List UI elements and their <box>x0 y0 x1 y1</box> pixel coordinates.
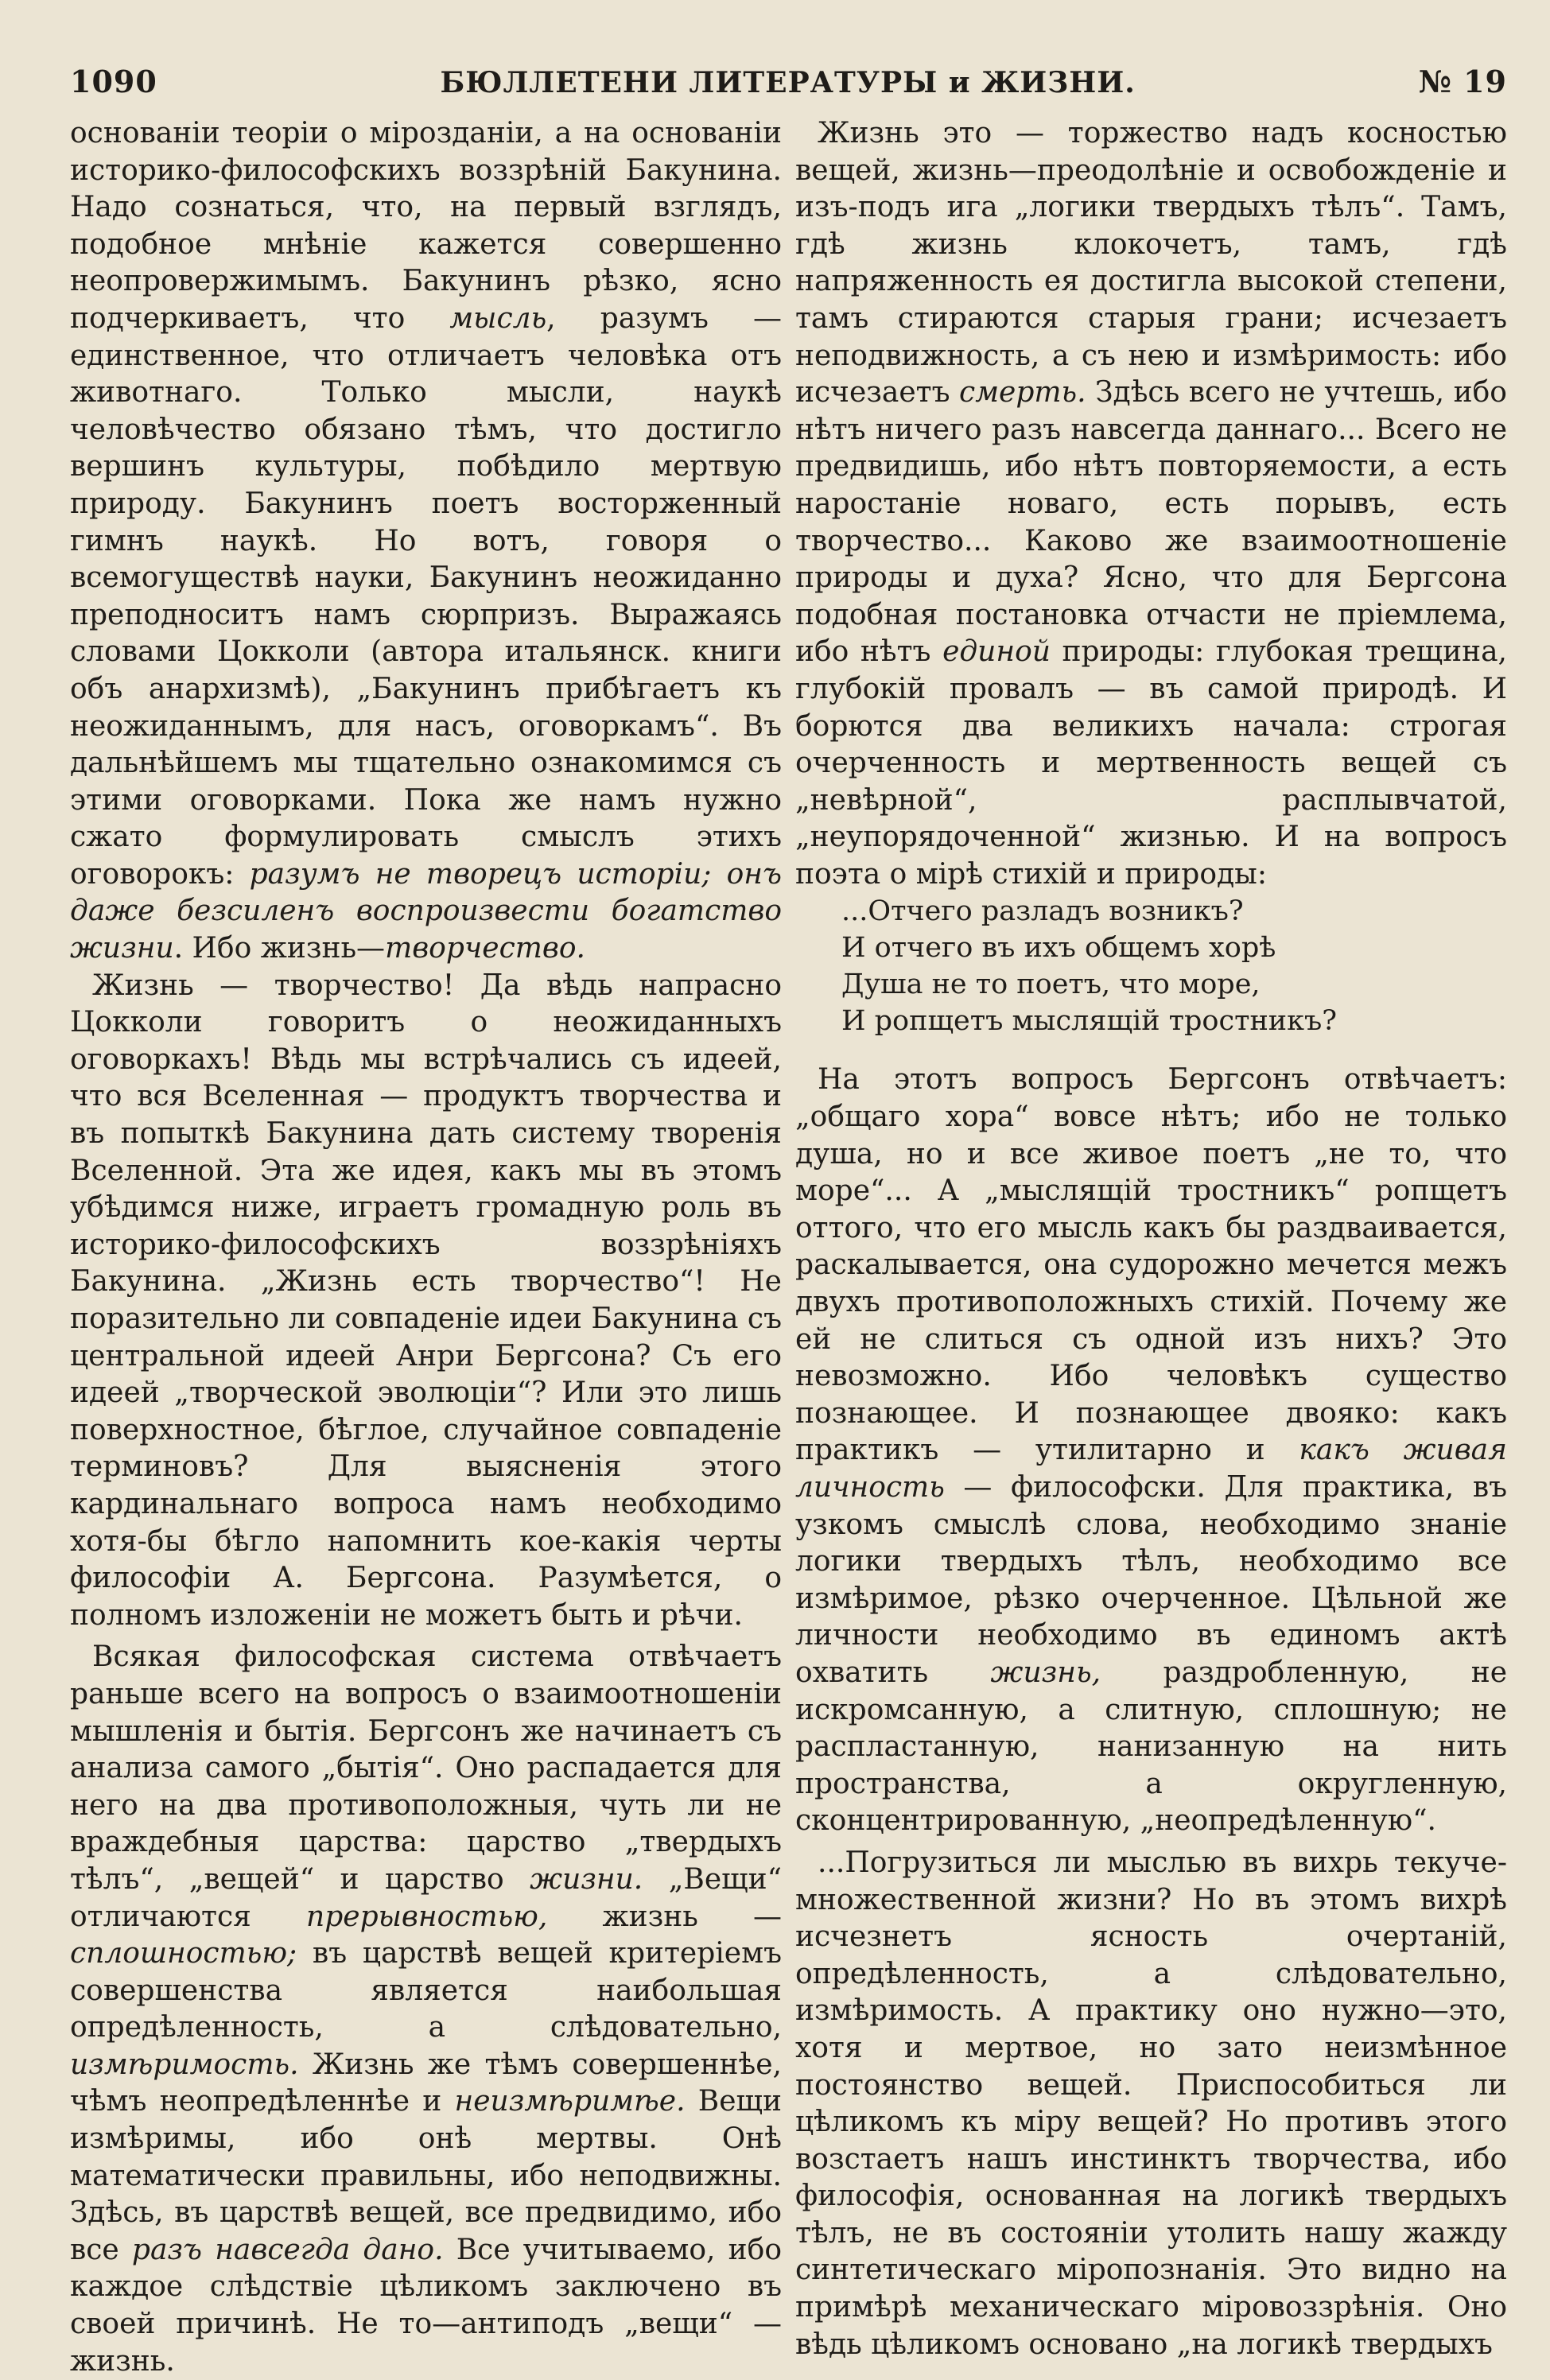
left-column <box>70 115 782 2380</box>
text-columns <box>70 115 1507 2380</box>
poem-line: ...Отчего разладъ возникъ? <box>841 895 1244 928</box>
running-header <box>70 64 1507 104</box>
poem-line: И ропщетъ мыслящій тростникъ? <box>841 1005 1338 1038</box>
left-paragraph-2: Жизнь — творчество! Да вѣдь напрасно Цокколи говоритъ о неожиданныхъ оговоркахъ! Вѣдь мы встрѣчались съ идеей, что вся Вселенная — продуктъ творчества и въ попыткѣ Бакунина дать систему творенія Вселенной. Эта же идея, какъ мы въ этомъ убѣдимся ниже, играетъ громадную роль въ историко-философскихъ воззрѣніяхъ Бакунина. „Жизнь есть творчество“! Не поразительно ли совпаденіе идеи Бакунина съ центральной идеей Анри Бергсона? Съ его идеей „творческой эволюціи“? Или это лишь поверхностное, бѣглое, случайное совпаденіе терминовъ? Для выясненія этого кардинальнаго вопроса намъ необходимо хотя-бы бѣгло напомнить кое-какія черты философіи А. Бергсона. Разумѣется, о полномъ изложеніи не можетъ быть и рѣчи. <box>70 969 782 1632</box>
right-paragraph-1: Жизнь это — торжество надъ косностью вещей, жизнь—преодолѣніе и освобожденіе и изъ-подъ ига „логики твердыхъ тѣлъ“. Тамъ, гдѣ жизнь клокочетъ, тамъ, гдѣ напряженность ея достигла высокой степени, тамъ стираются старыя грани; исчезаетъ неподвижность, а съ нею и измѣримость: ибо исчезаетъ смерть. Здѣсь всего не учтешь, ибо нѣтъ ничего разъ навсегда даннаго... Всего не предвидишь, ибо нѣтъ повторяемости, а есть наростаніе новаго, есть порывъ, есть творчество... Каково же взаимоотношеніе природы и духа? Ясно, что для Бергсона подобная постановка отчасти не пріемлема, ибо нѣтъ единой природы: глубокая трещина, глубокій провалъ — въ самой природѣ. И борются два великихъ начала: строгая очерченность и мертвенность вещей съ „невѣрной“, расплывчатой, „неупорядоченной“ жизнью. И на вопросъ поэта о мірѣ стихій и природы: <box>795 117 1507 891</box>
poem-line: Душа не то поетъ, что море, <box>841 969 1261 1001</box>
right-paragraph-3: ...Погрузиться ли мыслью въ вихрь текуче-множественной жизни? Но въ этомъ вихрѣ исчезнетъ ясность очертаній, опредѣленность, а слѣдовательно, измѣримость. А практику оно нужно—это, хотя и мертвое, но зато неизмѣнное постоянство вещей. Приспособиться ли цѣликомъ къ міру вещей? Но противъ этого возстаетъ нашъ инстинктъ творчества, ибо философія, основанная на логикѣ твердыхъ тѣлъ, не въ состояніи утолить нашу жажду синтетическаго міропознанія. Это видно на примѣрѣ механическаго міровоззрѣнія. Оно вѣдь цѣликомъ основано „на логикѣ твердыхъ <box>795 1846 1507 2361</box>
right-paragraph-2: На этотъ вопросъ Бергсонъ отвѣчаетъ: „общаго хора“ вовсе нѣтъ; ибо не только душа, но и все живое поетъ „не то, что море“... А „мыслящій тростникъ“ ропщетъ оттого, что его мысль какъ бы раздваивается, раскалывается, она судорожно мечется межъ двухъ противоположныхъ стихій. Почему же ей не слиться съ одной изъ нихъ? Это невозможно. Ибо человѣкъ существо познающее. И познающее двояко: какъ практикъ — утилитарно и какъ живая личность — философски. Для практика, въ узкомъ смыслѣ слова, необходимо знаніе логики твердыхъ тѣлъ, необходимо все измѣримое, рѣзко очерченное. Цѣльной же личности необходимо въ единомъ актѣ охватить жизнь, раздробленную, не искромсанную, а слитную, сплошную; не распластанную, нанизанную на нить пространства, а округленную, сконцентрированную, „неопредѣленную“. <box>795 1063 1507 1838</box>
issue-number: № 19 <box>1418 64 1507 99</box>
left-paragraph-1: основаніи теоріи о мірозданіи, а на основаніи историко-философскихъ воззрѣній Бакунина. Надо сознаться, что, на первый взглядъ, подобное мнѣніе кажется совершенно неопровержимымъ. Бакунинъ рѣзко, ясно подчеркиваетъ, что мысль, разумъ — единственное, что отличаетъ человѣка отъ животнаго. Только мысли, наукѣ человѣчество обязано тѣмъ, что достигло вершинъ культуры, побѣдило мертвую природу. Бакунинъ поетъ восторженный гимнъ наукѣ. Но вотъ, говоря о всемогуществѣ науки, Бакунинъ неожиданно преподноситъ намъ сюрпризъ. Выражаясь словами Цокколи (автора итальянск. книги объ анархизмѣ), „Бакунинъ прибѣгаетъ къ неожиданнымъ, для насъ, оговоркамъ“. Въ дальнѣйшемъ мы тщательно ознакомимся съ этими оговорками. Пока же намъ нужно сжато формулировать смыслъ этихъ оговорокъ: разумъ не творецъ исторіи; онъ даже безсиленъ воспроизвести богатство жизни. Ибо жизнь—творчество. <box>70 117 782 965</box>
right-column <box>795 115 1507 2380</box>
journal-title: БЮЛЛЕТЕНИ ЛИТЕРАТУРЫ и ЖИЗНИ. <box>440 66 1136 99</box>
poem-quote <box>841 893 1507 1039</box>
page-number: 1090 <box>70 64 157 99</box>
left-paragraph-3: Всякая философская система отвѣчаетъ раньше всего на вопросъ о взаимоотношеніи мышленія и бытія. Бергсонъ же начинаетъ съ анализа самого „бытія“. Оно распадается для него на два противоположныя, чуть ли не враждебныя царства: царство „твердыхъ тѣлъ“, „вещей“ и царство жизни. „Вещи“ отличаются прерывностью, жизнь — сплошностью; въ царствѣ вещей критеріемъ совершенства является наибольшая опредѣленность, а слѣдовательно, измѣримость. Жизнь же тѣмъ совершеннѣе, чѣмъ неопредѣленнѣе и неизмѣримѣе. Вещи измѣримы, ибо онѣ мертвы. Онѣ математически правильны, ибо неподвижны. Здѣсь, въ царствѣ вещей, все предвидимо, ибо все разъ навсегда дано. Все учитываемо, ибо каждое слѣдствіе цѣликомъ заключено въ своей причинѣ. Не то—антиподъ „вещи“ — жизнь. <box>70 1640 783 2378</box>
poem-line: И отчего въ ихъ общемъ хорѣ <box>841 932 1276 965</box>
